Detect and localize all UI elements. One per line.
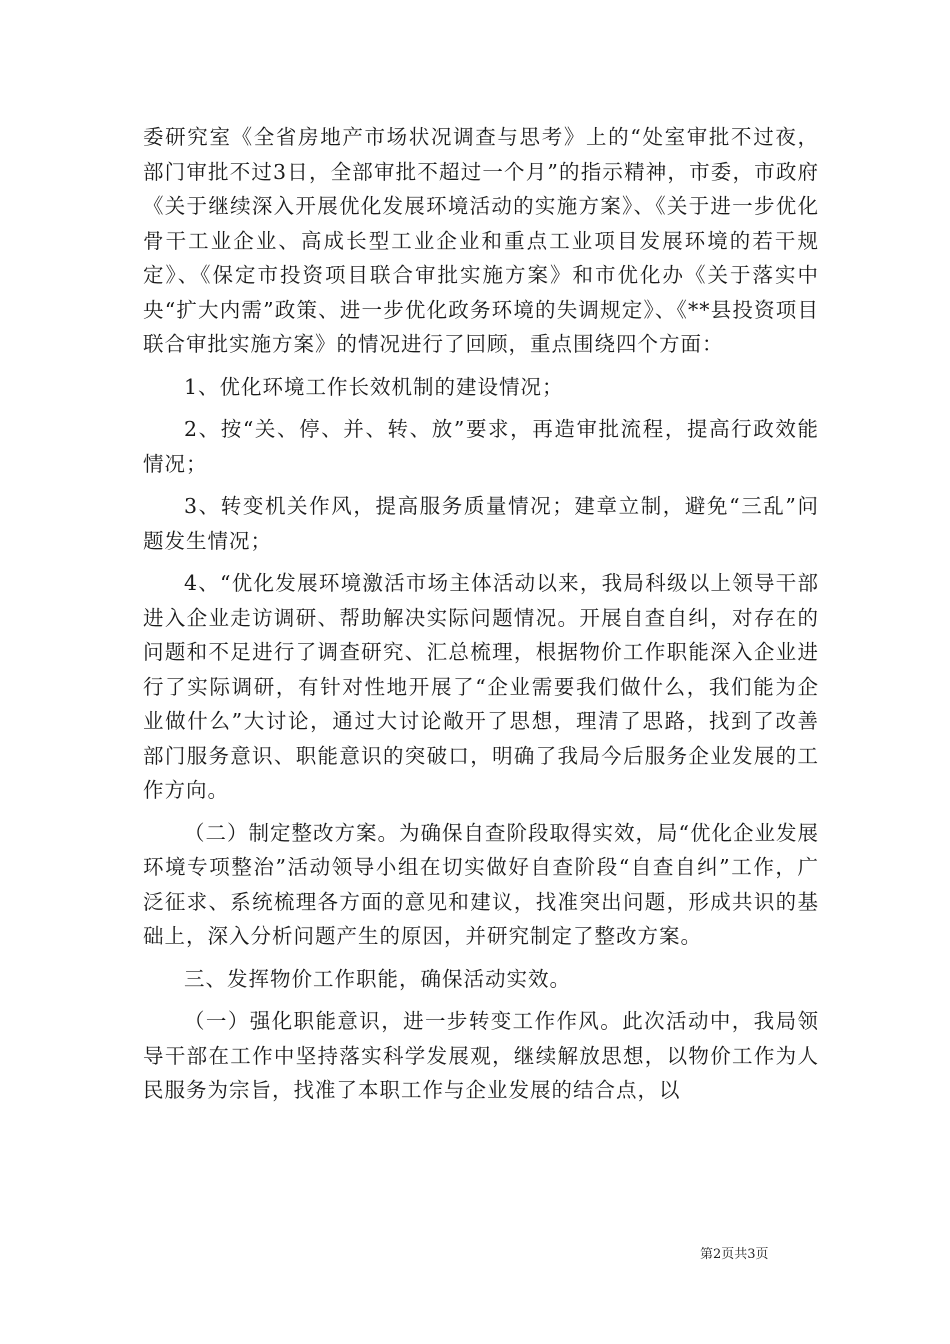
- list-item-3: 3、转变机关作风，提高服务质量情况；建章立制，避免“三乱”问题发生情况；: [143, 494, 819, 553]
- list-item-4: 4、“优化发展环境激活市场主体活动以来，我局科级以上领导干部进入企业走访调研、帮助解决实际问题情况。开展自查自纠，对存在的问题和不足进行了调查研究、汇总梳理，根据物价工作职能深入企业进行了实际调研，有针对性地开展了“企业需要我们做什么，我们能为企业做什么”大讨论，通过大讨论敞开了思想，理清了思路，找到了改善部门服务意识、职能意识的突破口，明确了我局今后服务企业发展的工作方向。: [143, 571, 819, 802]
- page-number: 第2页共3页: [700, 1247, 769, 1262]
- paragraph-rectification-plan: （二）制定整改方案。为确保自查阶段取得实效，局“优化企业发展环境专项整治”活动领导小组在切实做好自查阶段“自查自纠”工作，广泛征求、系统梳理各方面的意见和建议，找准突出问题，形成共识的基础上，深入分析问题产生的原因，并研究制定了整改方案。: [143, 820, 819, 948]
- list-item-1: 1、优化环境工作长效机制的建设情况；: [184, 374, 564, 399]
- section-heading-three: 三、发挥物价工作职能，确保活动实效。: [184, 966, 571, 991]
- paragraph-continued: 委研究室《全省房地产市场状况调查与思考》上的“处室审批不过夜，部门审批不过3日，全部审批不超过一个月”的指示精神，市委，市政府《关于继续深入开展优化发展环境活动的实施方案》、《关于进一步优化骨干工业企业、高成长型工业企业和重点工业项目发展环境的若干规定》、《保定市投资项目联合审批实施方案》和市优化办《关于落实中央“扩大内需”政策、进一步优化政务环境的失调规定》、《**县投资项目联合审批实施方案》的情况进行了回顾，重点围绕四个方面：: [143, 125, 819, 356]
- list-item-2: 2、按“关、停、并、转、放”要求，再造审批流程，提高行政效能情况；: [143, 417, 819, 476]
- document-body: [143, 120, 819, 1116]
- paragraph-function-awareness: （一）强化职能意识，进一步转变工作作风。此次活动中，我局领导干部在工作中坚持落实科学发展观，继续解放思想，以物价工作为人民服务为宗旨，找准了本职工作与企业发展的结合点，以: [143, 1009, 819, 1102]
